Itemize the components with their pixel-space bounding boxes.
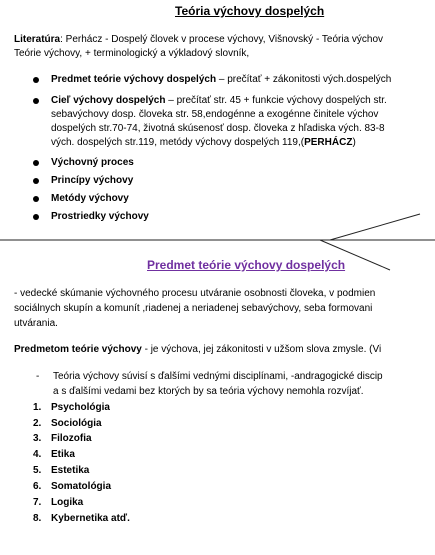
bullet-item-prostriedky: Prostriedky výchovy: [51, 211, 149, 222]
bullet-item-ciel: [51, 94, 387, 108]
list-item: Etika: [51, 449, 75, 460]
bullet-item-principy: Princípy výchovy: [51, 175, 134, 186]
section-title: Predmet teórie výchovy dospelých: [147, 258, 346, 272]
bullet-text: vých. dospelých str.119, metódy výchovy dospelých 119,(: [51, 137, 305, 148]
para2-bold: Predmetom teórie výchovy: [14, 344, 142, 355]
list-number: 8.: [33, 513, 42, 524]
bullet-icon: [33, 196, 39, 202]
list-number: 2.: [33, 418, 42, 429]
list-number: 1.: [33, 402, 42, 413]
bullet-item-metody: Metódy výchovy: [51, 193, 129, 204]
bullet-icon: [33, 178, 39, 184]
list-item: Estetika: [51, 465, 90, 476]
list-item: Psychológia: [51, 402, 110, 413]
bullet-item-predmet: [51, 73, 391, 87]
bullet-text: – prečítať + zákonitosti vých.dospelých: [216, 74, 392, 85]
page-title: Teória výchovy dospelých: [175, 4, 325, 18]
para1-line-2: sociálnych skupín a komunít ,riadenej a neriadenej sebavýchovy, seba formovani: [14, 303, 373, 314]
list-item: Kybernetika atď.: [51, 513, 130, 524]
dash-line-1: Teória výchovy súvisí s ďalšími vednými disciplínami, -andragogické discip: [53, 371, 383, 382]
bullet-bold: PERHÁCZ: [304, 137, 353, 148]
para1-line-1: - vedecké skúmanie výchovného procesu utváranie osobnosti človeka, v podmien: [14, 288, 376, 299]
bullet-text: – prečítať str. 45 + funkcie výchovy dospelých str.: [165, 95, 387, 106]
bullet-bold: Predmet teórie výchovy dospelých: [51, 74, 217, 85]
bullet-item-ciel-cont-3: [51, 136, 356, 150]
list-number: 5.: [33, 465, 42, 476]
list-item: Filozofia: [51, 433, 92, 444]
bullet-item-proces: Výchovný proces: [51, 157, 134, 168]
bullet-item-ciel-cont-2: dospelých str.70-74, životná skúsenosť dosp. človeka z hľadiska vých. 83-8: [51, 123, 385, 134]
list-number: 4.: [33, 449, 42, 460]
list-number: 3.: [33, 433, 42, 444]
bullet-item-ciel-cont-1: sebavýchovy dosp. človeka str. 58,endogénne a exogénne činitele výchov: [51, 109, 379, 120]
dash-line-2: a s ďalšími vedami bez ktorých by sa teória výchovy nemohla rozvíjať.: [53, 386, 364, 397]
bullet-bold: Cieľ výchovy dospelých: [51, 95, 166, 106]
bullet-text: ): [352, 137, 356, 148]
literature-line-1: [14, 33, 383, 47]
bullet-icon: [33, 160, 39, 166]
bullet-icon: [33, 77, 39, 83]
literature-line-2: Teórie výchovy, + terminologický a výkladový slovník,: [14, 48, 250, 59]
list-item: Somatológia: [51, 481, 112, 492]
list-number: 6.: [33, 481, 42, 492]
literature-label: Literatúra: [14, 34, 61, 45]
list-item: Sociológia: [51, 418, 102, 429]
para2: [14, 343, 381, 357]
list-number: 7.: [33, 497, 42, 508]
para2-text: - je výchova, jej zákonitosti v užšom slova zmysle. (Vi: [141, 344, 382, 355]
list-item: Logika: [51, 497, 84, 508]
literature-text: : Perhácz - Dospelý človek v procese výchovy, Višnovský - Teória výchov: [60, 34, 384, 45]
bullet-icon: [33, 98, 39, 104]
para1-line-3: utvárania.: [14, 318, 58, 329]
dash-mark: -: [36, 371, 40, 382]
